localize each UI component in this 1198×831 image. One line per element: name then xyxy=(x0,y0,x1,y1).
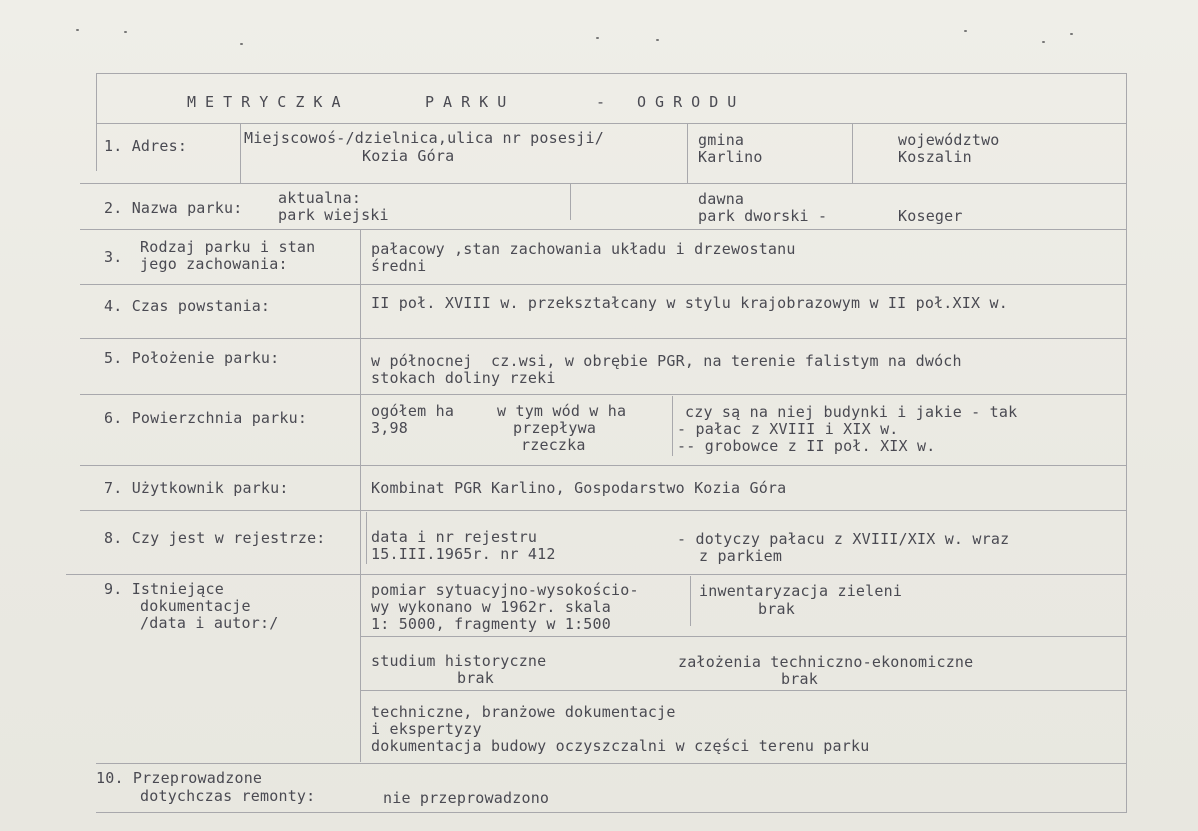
row6-water-head: w tym wód w ha xyxy=(497,402,627,420)
row1-address-head: Miejscowoś-/dzielnica,ulica nr posesji/ xyxy=(244,129,604,147)
speck xyxy=(596,37,599,39)
title-dash: - xyxy=(596,93,606,111)
col-r1-b xyxy=(687,124,688,183)
rule-row3 xyxy=(80,229,1126,230)
col-r9 xyxy=(690,576,691,626)
row3-num: 3. xyxy=(104,248,123,266)
row4-value: II poł. XVIII w. przekształcany w stylu krajobrazowym w II poł.XIX w. xyxy=(371,294,1008,312)
row8-note-line1: - dotyczy pałacu z XVIII/XIX w. wraz xyxy=(677,530,1010,548)
row6-bld-line3: -- grobowce z II poł. XIX w. xyxy=(677,437,936,455)
rule-row7 xyxy=(80,465,1126,466)
row3-value-line1: pałacowy ,stan zachowania układu i drzewostanu xyxy=(371,240,796,258)
rule-row6 xyxy=(80,394,1126,395)
col-r2 xyxy=(570,184,571,220)
row9-green-value: brak xyxy=(758,600,795,618)
row6-total-head: ogółem ha xyxy=(371,402,455,420)
row1-gmina-head: gmina xyxy=(698,131,745,149)
rule-top xyxy=(96,73,1126,74)
row6-bld-line1: czy są na niej budynki i jakie - tak xyxy=(685,403,1018,421)
title-part1: M E T R Y C Z K A xyxy=(187,93,341,111)
rule-row10 xyxy=(96,763,1126,764)
speck xyxy=(124,31,127,33)
row7-label: 7. Użytkownik parku: xyxy=(104,479,289,497)
row9-label-line3: /data i autor:/ xyxy=(140,614,279,632)
row8-note-line2: z parkiem xyxy=(699,547,783,565)
frame-left xyxy=(96,73,97,171)
rule-row4 xyxy=(80,284,1126,285)
row9-label-line2: dokumentacje xyxy=(140,597,251,615)
row1-woj-head: województwo xyxy=(898,131,1000,149)
speck xyxy=(1042,41,1045,43)
title-part3: O G R O D U xyxy=(637,93,737,111)
rule-bottom xyxy=(96,812,1126,813)
rule-row9b xyxy=(360,690,1126,691)
row9-survey-line2: wy wykonano w 1962r. skala xyxy=(371,598,611,616)
row6-total-value: 3,98 xyxy=(371,419,408,437)
row2-former-name: Koseger xyxy=(898,207,963,225)
row10-label-line1: 10. Przeprowadzone xyxy=(96,769,263,787)
speck xyxy=(656,39,659,41)
row1-gmina-value: Karlino xyxy=(698,148,763,166)
row2-label: 2. Nazwa parku: xyxy=(104,199,243,217)
col-r6 xyxy=(672,396,673,456)
speck xyxy=(240,43,243,45)
row8-label: 8. Czy jest w rejestrze: xyxy=(104,529,326,547)
col-r1-c xyxy=(852,124,853,183)
row9-survey-line3: 1: 5000, fragmenty w 1:500 xyxy=(371,615,611,633)
row2-current-value: park wiejski xyxy=(278,206,389,224)
row2-former-value: park dworski - xyxy=(698,207,828,225)
row9-tech-line2: i ekspertyzy xyxy=(371,720,482,738)
row5-label: 5. Położenie parku: xyxy=(104,349,280,367)
row4-label: 4. Czas powstania: xyxy=(104,297,271,315)
row2-former-head: dawna xyxy=(698,190,745,208)
row9-survey-line1: pomiar sytuacyjno-wysokościo- xyxy=(371,581,639,599)
row10-label-line2: dotychczas remonty: xyxy=(140,787,316,805)
row3-value-line2: średni xyxy=(371,257,427,275)
row9-tech-econ-head: założenia techniczno-ekonomiczne xyxy=(678,653,974,671)
speck xyxy=(1070,33,1073,35)
row9-tech-line3: dokumentacja budowy oczyszczalni w części terenu parku xyxy=(371,737,870,755)
row5-value-line1: w północnej cz.wsi, w obrębie PGR, na terenie falistym na dwóch xyxy=(371,352,962,370)
speck xyxy=(76,29,79,31)
col-r1-a xyxy=(240,124,241,183)
rule-row8 xyxy=(80,510,1126,511)
rule-row5 xyxy=(80,338,1126,339)
title-part2: P A R K U xyxy=(425,93,507,111)
row9-tech-econ-value: brak xyxy=(781,670,818,688)
rule-row1 xyxy=(96,123,1126,124)
row8-reg-value: 15.III.1965r. nr 412 xyxy=(371,545,556,563)
row9-green-head: inwentaryzacja zieleni xyxy=(699,582,903,600)
row10-value: nie przeprowadzono xyxy=(383,789,550,807)
row3-label-line2: jego zachowania: xyxy=(140,255,288,273)
frame-right xyxy=(1126,73,1127,813)
rule-row9a xyxy=(360,636,1126,637)
row3-label-line1: Rodzaj parku i stan xyxy=(140,238,316,256)
row9-tech-line1: techniczne, branżowe dokumentacje xyxy=(371,703,676,721)
row7-value: Kombinat PGR Karlino, Gospodarstwo Kozia Góra xyxy=(371,479,787,497)
row9-label-line1: 9. Istniejące xyxy=(104,580,224,598)
row6-water-line1: przepływa xyxy=(513,419,597,437)
row6-bld-line2: - pałac z XVIII i XIX w. xyxy=(677,420,899,438)
rule-row2 xyxy=(80,183,1126,184)
row9-hist-head: studium historyczne xyxy=(371,652,547,670)
row1-woj-value: Koszalin xyxy=(898,148,972,166)
speck xyxy=(964,30,967,32)
row1-address-value: Kozia Góra xyxy=(362,147,455,165)
rule-row9 xyxy=(66,574,1126,575)
row6-label: 6. Powierzchnia parku: xyxy=(104,409,308,427)
col-main xyxy=(360,230,361,762)
row8-reg-head: data i nr rejestru xyxy=(371,528,538,546)
row6-water-line2: rzeczka xyxy=(521,436,586,454)
col-r8 xyxy=(366,512,367,564)
row5-value-line2: stokach doliny rzeki xyxy=(371,369,556,387)
row2-current-head: aktualna: xyxy=(278,189,362,207)
row1-label: 1. Adres: xyxy=(104,137,188,155)
row9-hist-value: brak xyxy=(457,669,494,687)
